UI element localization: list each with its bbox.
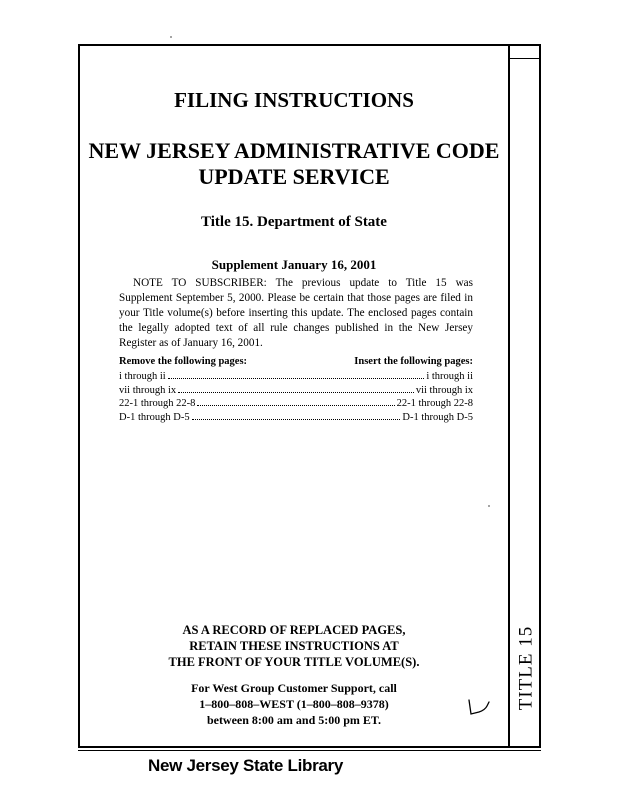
scan-speck (488, 505, 490, 507)
code-heading (80, 138, 508, 190)
list-item (119, 384, 473, 398)
scan-speck (170, 36, 172, 38)
document-title: FILING INSTRUCTIONS (174, 88, 414, 112)
insert-pages: i through ii (426, 371, 473, 382)
list-item (119, 411, 473, 425)
dot-leader (178, 384, 414, 393)
record-line2: RETAIN THESE INSTRUCTIONS AT (189, 639, 399, 653)
pages-header (119, 356, 473, 367)
dot-leader (192, 411, 401, 420)
tab-top-rule (510, 58, 541, 59)
insert-pages: 22-1 through 22-8 (396, 398, 473, 409)
title-heading: Title 15. Department of State (201, 214, 387, 230)
dot-leader (168, 370, 425, 379)
remove-pages: D-1 through D-5 (119, 411, 190, 423)
code-heading-line1: NEW JERSEY ADMINISTRATIVE CODE (88, 138, 500, 163)
remove-pages: i through ii (119, 371, 166, 382)
subscriber-note: NOTE TO SUBSCRIBER: The previous update to Title 15 was Supplement September 5, 2000. Please be certain that those pages are filed in your Title volume(s) before inserting this update. The enclosed pages contain the legally adopted text of all rule changes published in the New Jersey Register as of January 16, 2001. (119, 277, 473, 349)
pages-list (119, 370, 473, 424)
list-item (119, 397, 473, 411)
support-line1: For West Group Customer Support, call (191, 681, 397, 695)
list-item (119, 370, 473, 384)
dot-leader (197, 397, 394, 406)
record-line1: AS A RECORD OF REPLACED PAGES, (182, 623, 406, 637)
support-hours: between 8:00 am and 5:00 pm ET. (206, 713, 382, 727)
library-stamp: New Jersey State Library (148, 756, 344, 775)
tab-divider-line (508, 44, 510, 748)
insert-header: Insert the following pages: (354, 356, 473, 367)
tab-label-text: TITLE 15 (515, 625, 537, 711)
handwritten-initials (465, 696, 495, 718)
customer-support (80, 680, 508, 728)
supplement-date: Supplement January 16, 2001 (211, 257, 377, 272)
code-heading-line2: UPDATE SERVICE (198, 164, 390, 189)
remove-pages: vii through ix (119, 384, 177, 396)
record-line3: THE FRONT OF YOUR TITLE VOLUME(S). (168, 655, 420, 669)
insert-pages: D-1 through D-5 (402, 411, 473, 423)
page-border-bottom-rule (78, 750, 541, 751)
title-tab (512, 625, 540, 711)
record-instructions (80, 622, 508, 670)
remove-pages: 22-1 through 22-8 (119, 398, 196, 409)
support-phone: 1–800–808–WEST (1–800–808–9378) (199, 697, 389, 711)
remove-header: Remove the following pages: (119, 356, 248, 367)
insert-pages: vii through ix (415, 384, 473, 396)
